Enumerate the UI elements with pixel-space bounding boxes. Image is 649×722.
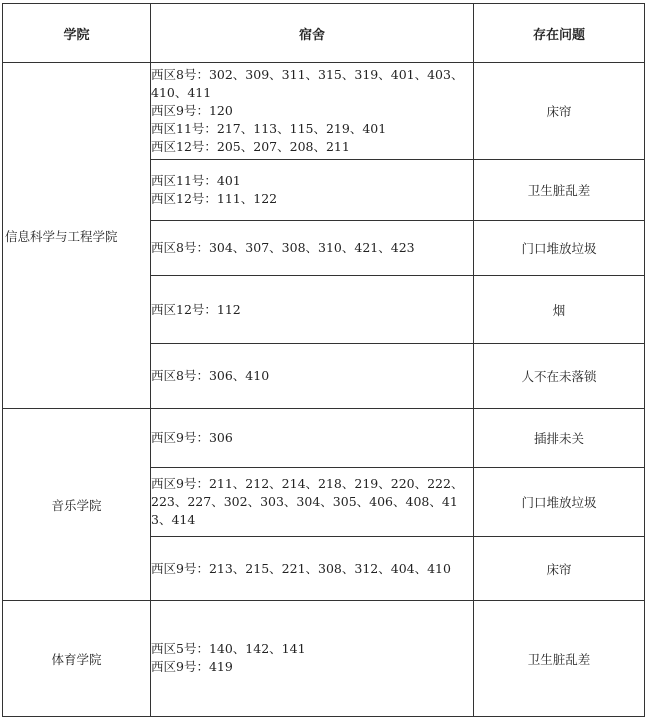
dorm-line: 西区11号：217、113、115、219、401 <box>151 121 387 136</box>
dorm-line: 西区11号：401 <box>151 173 241 188</box>
header-issue: 存在问题 <box>474 4 645 63</box>
issue-cell: 门口堆放垃圾 <box>474 468 645 537</box>
issue-cell: 烟 <box>474 276 645 344</box>
issue-cell: 卫生脏乱差 <box>474 601 645 717</box>
dorm-cell <box>151 601 474 717</box>
table-row <box>3 63 645 160</box>
dorm-line: 西区12号：111、122 <box>151 191 278 206</box>
table-row <box>3 409 645 468</box>
header-row <box>3 4 645 63</box>
dorm-cell <box>151 63 474 160</box>
issue-cell: 人不在未落锁 <box>474 344 645 409</box>
dorm-inspection-table <box>2 3 645 717</box>
header-dorm: 宿舍 <box>151 4 474 63</box>
issue-cell: 卫生脏乱差 <box>474 160 645 221</box>
header-college: 学院 <box>3 4 151 63</box>
dorm-cell <box>151 276 474 344</box>
dorm-cell <box>151 344 474 409</box>
dorm-cell <box>151 221 474 276</box>
issue-cell: 床帘 <box>474 537 645 601</box>
dorm-line: 西区12号：112 <box>151 301 241 317</box>
dorm-line: 西区12号：205、207、208、211 <box>151 139 350 154</box>
dorm-line: 西区8号：306、410 <box>151 368 270 383</box>
dorm-line: 西区5号：140、142、141 <box>151 641 306 656</box>
dorm-line: 西区9号：120 <box>151 103 233 118</box>
issue-cell: 门口堆放垃圾 <box>474 221 645 276</box>
college-cell: 信息科学与工程学院 <box>3 63 151 409</box>
dorm-cell <box>151 468 474 537</box>
dorm-line: 西区8号：304、307、308、310、421、423 <box>151 240 415 255</box>
dorm-line: 西区9号：211、212、214、218、219、220、222、223、227、302、303、304、305、406、408、413、414 <box>151 476 464 527</box>
dorm-line: 西区9号：419 <box>151 659 233 674</box>
dorm-cell <box>151 537 474 601</box>
college-cell: 体育学院 <box>3 601 151 717</box>
issue-cell: 插排未关 <box>474 409 645 468</box>
dorm-line: 西区8号：302、309、311、315、319、401、403、410、411 <box>151 67 464 100</box>
issue-cell: 床帘 <box>474 63 645 160</box>
dorm-line: 西区9号：306 <box>151 430 233 445</box>
college-cell: 音乐学院 <box>3 409 151 601</box>
dorm-cell <box>151 409 474 468</box>
table-row <box>3 601 645 717</box>
dorm-cell <box>151 160 474 221</box>
dorm-line: 西区9号：213、215、221、308、312、404、410 <box>151 560 451 576</box>
